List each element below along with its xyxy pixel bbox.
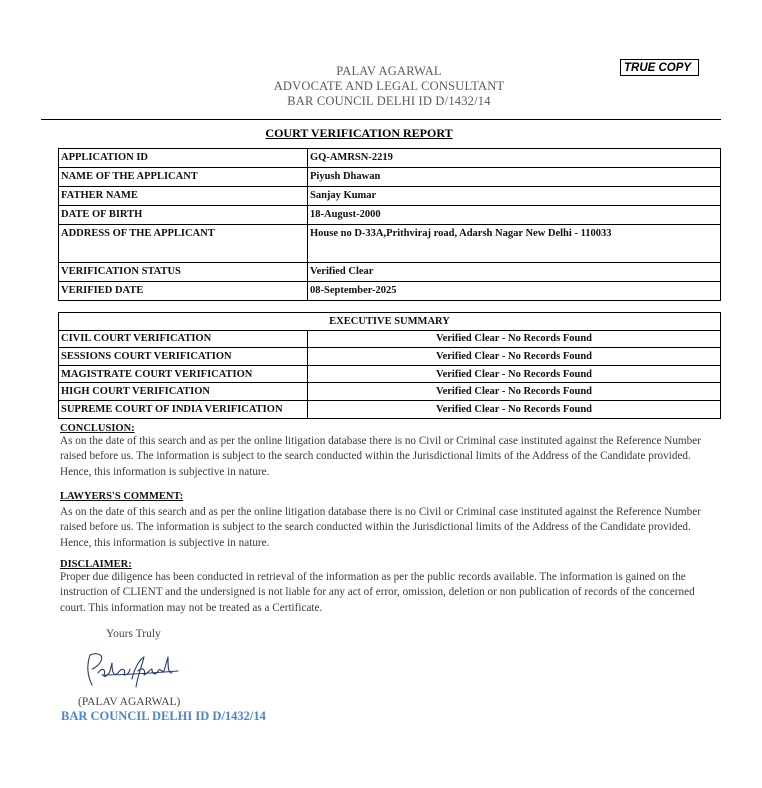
detail-label: VERIFIED DATE [59,282,308,301]
table-row [59,187,721,206]
letterhead-name: PALAV AGARWAL [336,64,442,78]
detail-value: 18-August-2000 [308,206,721,225]
detail-label: VERIFICATION STATUS [59,263,308,282]
summary-header-row [59,313,721,331]
signatory-bar-id: BAR COUNCIL DELHI ID D/1432/14 [61,709,266,723]
summary-value: Verified Clear - No Records Found [308,365,721,383]
detail-label: DATE OF BIRTH [59,206,308,225]
table-row [59,330,721,348]
letterhead-bar-id: BAR COUNCIL DELHI ID D/1432/14 [287,94,491,108]
detail-value: House no D-33A,Prithviraj road, Adarsh Nagar New Delhi - 110033 [308,225,721,263]
table-row [59,168,721,187]
detail-value: 08-September-2025 [308,282,721,301]
report-title: COURT VERIFICATION REPORT [265,126,453,140]
lawyers-comment-heading: LAWYERS'S COMMENT: [60,491,184,502]
summary-label: HIGH COURT VERIFICATION [59,383,308,401]
signature-image [82,645,182,693]
table-row [59,365,721,383]
summary-label: CIVIL COURT VERIFICATION [59,330,308,348]
summary-label: SUPREME COURT OF INDIA VERIFICATION [59,400,308,418]
disclaimer-heading: DISCLAIMER: [60,559,132,570]
table-row [59,400,721,418]
table-row [59,225,721,263]
summary-header: EXECUTIVE SUMMARY [59,313,721,331]
detail-value: Verified Clear [308,263,721,282]
applicant-details-table [58,148,721,301]
summary-label: MAGISTRATE COURT VERIFICATION [59,365,308,383]
lawyers-comment-section [60,491,710,551]
disclaimer-text: Proper due diligence has been conducted in retrieval of the information as per the public records available. The information is gained on the instruction of CLIENT and the undersigned is not liable for any act of error, omission, deletion or non publication of records of the concerned court. This information may not be treated as a Certificate. [60,571,695,614]
summary-value: Verified Clear - No Records Found [308,348,721,366]
table-row [59,282,721,301]
summary-label: SESSIONS COURT VERIFICATION [59,348,308,366]
detail-label: FATHER NAME [59,187,308,206]
table-row [59,348,721,366]
detail-label: APPLICATION ID [59,149,308,168]
conclusion-section [60,423,710,480]
disclaimer-section [60,559,710,616]
signatory-name: (PALAV AGARWAL) [78,696,181,708]
summary-value: Verified Clear - No Records Found [308,330,721,348]
true-copy-stamp: TRUE COPY [620,59,699,76]
summary-value: Verified Clear - No Records Found [308,400,721,418]
detail-value: Piyush Dhawan [308,168,721,187]
closing-salutation: Yours Truly [106,628,161,640]
executive-summary-table [58,312,721,419]
conclusion-text: As on the date of this search and as per the online litigation database there is no Civil or Criminal case instituted against the Reference Number raised before us. The information is subject to the search conducted within the Jurisdictional limits of the Address of the Candidate provided. Hence, this information is subjective in nature. [60,435,701,478]
conclusion-heading: CONCLUSION: [60,423,135,434]
lawyers-comment-text: As on the date of this search and as per the online litigation database there is no Civil or Criminal case instituted against the Reference Number raised before us. The information is subject to the search conducted within the Jurisdictional limits of the Address of the Candidate provided. Hence, this information is subjective in nature. [60,506,701,549]
detail-label: NAME OF THE APPLICANT [59,168,308,187]
detail-value: GQ-AMRSN-2219 [308,149,721,168]
letterhead-title: ADVOCATE AND LEGAL CONSULTANT [273,79,505,93]
table-row [59,383,721,401]
detail-value: Sanjay Kumar [308,187,721,206]
table-row [59,149,721,168]
summary-value: Verified Clear - No Records Found [308,383,721,401]
table-row [59,206,721,225]
header-divider [41,119,721,120]
detail-label: ADDRESS OF THE APPLICANT [59,225,308,263]
table-row [59,263,721,282]
